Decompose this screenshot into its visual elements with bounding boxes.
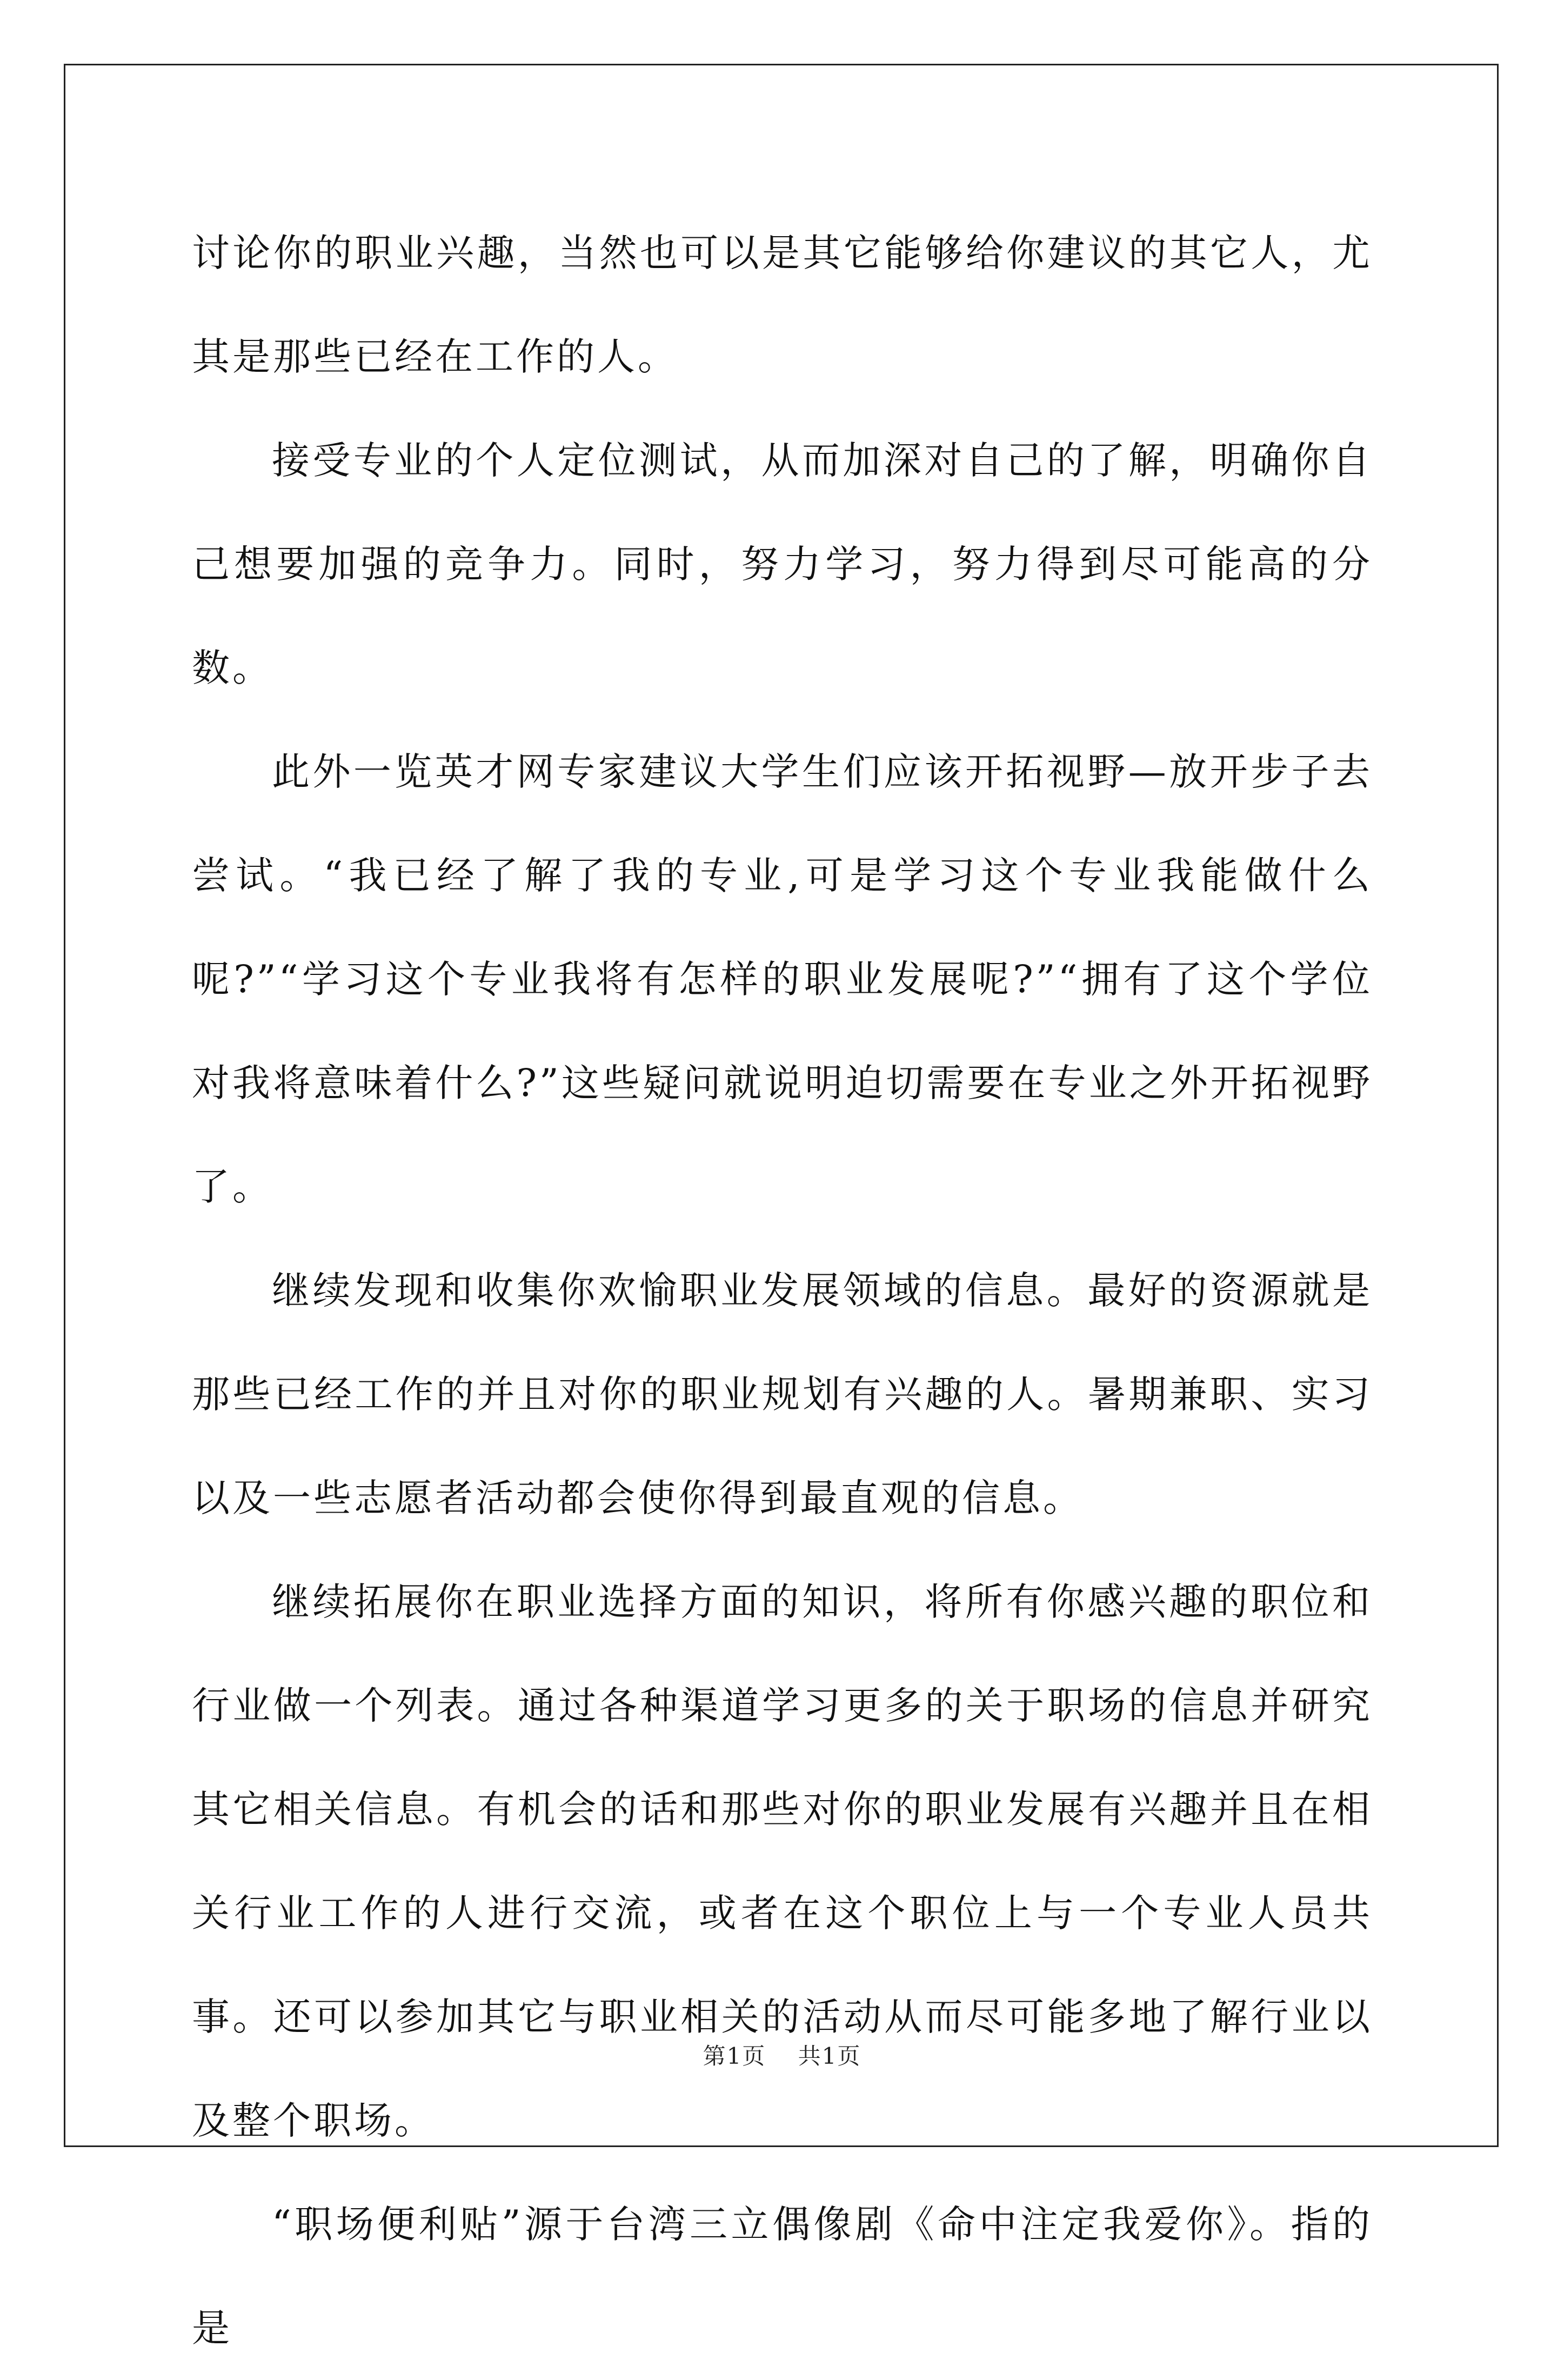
page-count: 共1页 (798, 2043, 861, 2069)
paragraph-3: 此外一览英才网专家建议大学生们应该开拓视野—放开步子去尝试。“我已经了解了我的专业,可是学习这个专业我能做什么呢?”“学习这个专业我将有怎样的职业发展呢?”“拥有了这个学位对我将意味着什么?”这些疑问就说明迫切需要在专业之外开拓视野了。 (192, 750, 1373, 1209)
paragraph-5: 继续拓展你在职业选择方面的知识，将所有你感兴趣的职位和行业做一个列表。通过各种渠道学习更多的关于职场的信息并研究其它相关信息。有机会的话和那些对你的职业发展有兴趣并且在相关行业工作的人进行交流，或者在这个职位上与一个专业人员共事。还可以参加其它与职业相关的活动从而尽可能多地了解行业以及整个职场。 (192, 1580, 1373, 2143)
page-number: 第1页 (703, 2043, 766, 2069)
paragraph-1: 讨论你的职业兴趣，当然也可以是其它能够给你建议的其它人，尤其是那些已经在工作的人。 (192, 231, 1373, 379)
paragraph-2: 接受专业的个人定位测试，从而加深对自己的了解，明确你自己想要加强的竞争力。同时，努力学习，努力得到尽可能高的分数。 (192, 438, 1373, 690)
paragraph-6: “职场便利贴”源于台湾三立偶像剧《命中注定我爱你》。指的是 (192, 2202, 1373, 2350)
paragraph-4: 继续发现和收集你欢愉职业发展领域的信息。最好的资源就是那些已经工作的并且对你的职业规划有兴趣的人。暑期兼职、实习以及一些志愿者活动都会使你得到最直观的信息。 (192, 1268, 1373, 1520)
page-footer (0, 2038, 1564, 2071)
